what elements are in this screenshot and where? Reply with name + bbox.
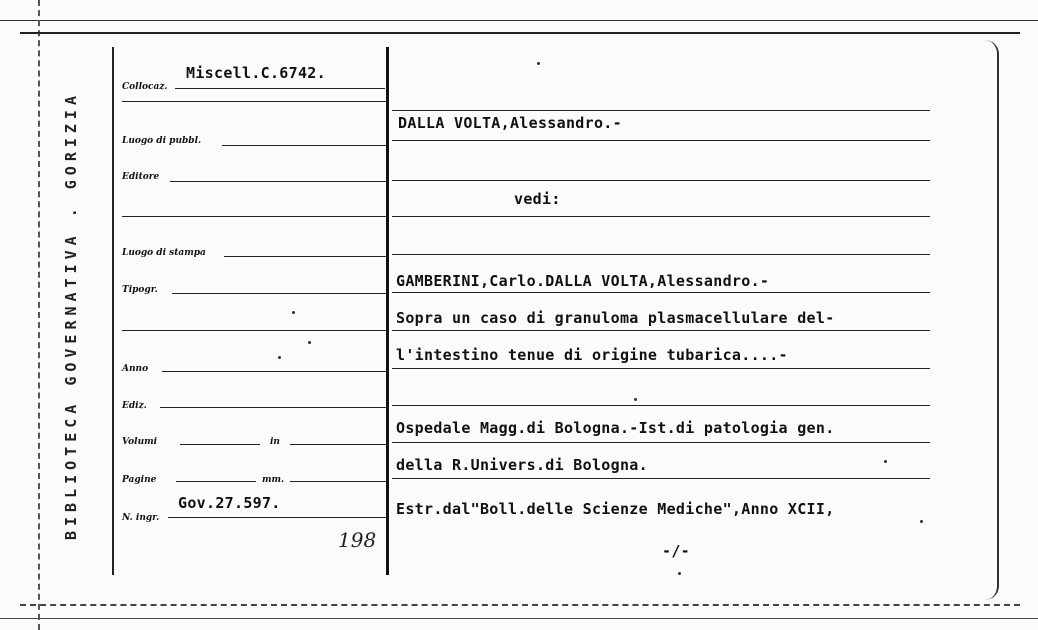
center-divider xyxy=(386,47,389,575)
scan-speck xyxy=(308,341,311,344)
n-ingr-label: N. ingr. xyxy=(122,513,160,523)
anno-rule xyxy=(162,371,386,372)
luogo-pubbl-label: Luogo di pubbl. xyxy=(122,136,202,146)
scan-speck xyxy=(678,572,681,575)
left-rule-3 xyxy=(122,330,386,331)
luogo-stampa-rule xyxy=(224,256,386,257)
vedi-label: vedi: xyxy=(514,190,561,208)
in-label: in xyxy=(270,437,280,447)
library-name-vertical: BIBLIOTECA GOVERNATIVA . GORIZIA xyxy=(62,91,80,540)
volumi-label: Volumi xyxy=(122,437,158,447)
n-ingr-value: Gov.27.597. xyxy=(178,494,281,512)
scan-speck xyxy=(537,62,540,65)
bottom-edge-line xyxy=(0,618,1038,619)
right-rule-10 xyxy=(392,442,930,443)
left-rule-2 xyxy=(122,216,386,217)
luogo-pubbl-rule xyxy=(222,145,386,146)
scan-speck xyxy=(292,311,295,314)
scan-speck xyxy=(634,398,637,401)
mm-rule xyxy=(290,481,386,482)
left-margin-divider xyxy=(112,47,114,575)
right-rule-11 xyxy=(392,478,930,479)
right-card-edge xyxy=(985,40,999,600)
entry-line-6: Estr.dal"Boll.delle Scienze Mediche",Anno XCII, xyxy=(396,500,835,518)
editore-rule xyxy=(170,181,386,182)
n-ingr-rule xyxy=(168,517,386,518)
right-rule-6 xyxy=(392,292,930,293)
collocazione-value: Miscell.C.6742. xyxy=(186,64,326,82)
right-rule-8 xyxy=(392,368,930,369)
collocazione-rule xyxy=(175,88,385,89)
scan-speck xyxy=(920,520,923,523)
anno-label: Anno xyxy=(122,364,149,374)
in-rule xyxy=(290,444,386,445)
handwritten-note: 198 xyxy=(338,528,377,552)
scan-speck xyxy=(884,460,887,463)
right-rule-3 xyxy=(392,180,930,181)
right-rule-7 xyxy=(392,330,930,331)
right-rule-9 xyxy=(392,405,930,406)
entry-line-2: Sopra un caso di granuloma plasmacellulare del- xyxy=(396,309,835,327)
right-rule-1 xyxy=(392,110,930,111)
pagine-rule xyxy=(176,481,256,482)
volumi-rule xyxy=(180,444,260,445)
ediz-label: Ediz. xyxy=(122,401,147,411)
tipogr-rule xyxy=(172,293,386,294)
ediz-rule xyxy=(160,407,386,408)
entry-line-1: GAMBERINI,Carlo.DALLA VOLTA,Alessandro.- xyxy=(396,272,770,290)
entry-line-5: della R.Univers.di Bologna. xyxy=(396,456,648,474)
editore-label: Editore xyxy=(122,172,160,182)
right-rule-5 xyxy=(392,254,930,255)
top-edge-line xyxy=(0,20,1038,21)
luogo-stampa-label: Luogo di stampa xyxy=(122,248,206,258)
mm-label: mm. xyxy=(262,475,285,485)
scan-speck xyxy=(278,356,281,359)
entry-line-3: l'intestino tenue di origine tubarica....- xyxy=(396,346,788,364)
tipogr-label: Tipogr. xyxy=(122,285,158,295)
entry-line-4: Ospedale Magg.di Bologna.-Ist.di patologia gen. xyxy=(396,419,835,437)
left-rule-1 xyxy=(122,101,386,102)
author-heading: DALLA VOLTA,Alessandro.- xyxy=(398,114,622,132)
right-rule-2 xyxy=(392,140,930,141)
collocazione-label: Collocaz. xyxy=(122,82,168,92)
end-mark: -/- xyxy=(662,542,690,560)
pagine-label: Pagine xyxy=(122,475,157,485)
right-rule-4 xyxy=(392,216,930,217)
